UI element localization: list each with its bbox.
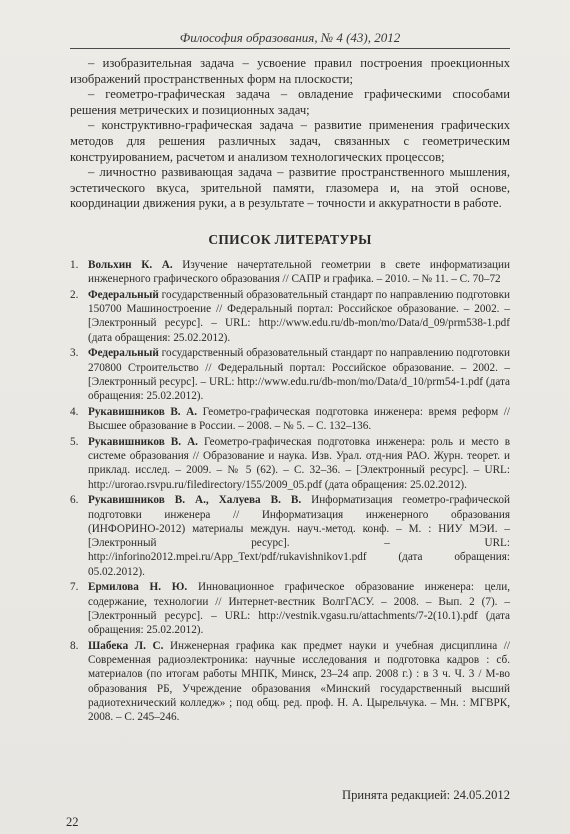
reference-number: 8. [70, 639, 79, 652]
reference-author: Вольхин К. А. [88, 259, 173, 271]
running-header: Философия образования, № 4 (43), 2012 [179, 30, 401, 45]
reference-author: Рукавишников В. А. [88, 405, 198, 418]
reference-item [70, 258, 510, 287]
reference-author: Федеральный [88, 347, 159, 360]
reference-number: 6. [70, 494, 79, 507]
reference-number: 5. [70, 435, 79, 448]
accepted-date: Принята редакцией: 24.05.2012 [341, 788, 510, 802]
reference-author: Ермилова Н. Ю. [88, 581, 188, 594]
reference-number: 2. [70, 288, 79, 301]
task-line: – изобразительная задача – усвоение правил построения проекционных изображений пространственных форм на плоскости; [70, 56, 510, 86]
reference-number: 1. [70, 259, 79, 271]
references-title: СПИСОК ЛИТЕРАТУРЫ [208, 232, 372, 247]
task-line: – конструктивно-графическая задача – развитие применения графических методов для решения различных задач, связанных с геометрическим конструированием, расчетом и анализом технологических процессов; [70, 118, 510, 164]
reference-item [70, 580, 510, 637]
reference-author: Шабека Л. С. [88, 639, 164, 652]
reference-text: Инженерная графика как предмет науки и учебная дисциплина // Современная радиоэлектроника: научные исследования и подготовка кадров : сб. материалов (по итогам работы МНПК, Минск, 23–24 апр. 2008 г.) : в 3 ч. Ч. 3 / М-во образования РБ, Учреждение образования «Минский государственный высший радиотехнический колледж» ; под общ. ред. проф. Н. А. Цырельчука. – Мн. : МГВРК, 2008. – С. 245–246. [88, 639, 511, 724]
reference-item [70, 435, 510, 492]
reference-item [70, 639, 510, 725]
reference-text: Изучение начертательной геометрии в свете информатизации инженерного графического образования // САПР и графика. – 2010. – № 11. – С. 70–72 [88, 259, 511, 286]
task-line: – личностно развивающая задача – развитие пространственного мышления, эстетического вкуса, зрительной памяти, глазомера и, на этой основе, координации движения руки, а в результате – точности и аккуратности в работе. [70, 165, 510, 211]
reference-text: Геометро-графическая подготовка инженера: роль и место в системе образования // Образование и наука. Изв. Урал. отд-ния РАО. Журн. теорет. и приклад. исслед. – 2009. – № 5 (62). – С. 32–36. – [Электронный ресурс]. – URL: http://urorao.rsvpu.ru/filedirectory/155/2009_05.pdf (дата обращения: 25.02.2012). [88, 435, 510, 491]
reference-text: государственный образовательный стандарт по направлению подготовки 270800 Строительство // Федеральный портал: Российское образование. – 2002. – [Электронный ресурс]. – URL: http://www.edu.ru/db-mon/mo/Data/d_10/prm54-1.pdf (дата обращения: 25.02.2012). [88, 347, 510, 403]
references-list [70, 258, 510, 726]
reference-text: Информатизация геометро-графической подготовки инженера // Информатизация инженерного образования (ИНФОРИНО-2012) материалы междун. науч.-метод. конф. – М. : НИУ МЭИ. – [Электронный ресурс]. – URL: http://inforino2012.mpei.ru/App_Text/pdf/rukavishnikov1.pdf (дата обращения: 05.02.2012). [88, 494, 510, 578]
reference-number: 3. [70, 347, 79, 360]
reference-item [70, 288, 510, 345]
reference-author: Федеральный [88, 288, 159, 301]
reference-text: государственный образовательный стандарт по направлению подготовки 150700 Машиностроение // Федеральный портал: Российское образование. – 2002. – [Электронный ресурс]. – URL: http://www.edu.ru/db-mon/mo/Data/d_09/prm538-1.pdf (дата обращения: 25.02.2012). [88, 288, 510, 344]
reference-author: Рукавишников В. А., Халуева В. В. [88, 494, 302, 507]
page-number: 22 [66, 815, 79, 829]
task-list [70, 56, 510, 212]
reference-item [70, 405, 510, 434]
header-divider [70, 48, 510, 49]
reference-author: Рукавишников В. А. [88, 435, 198, 448]
reference-item [70, 493, 510, 579]
reference-number: 7. [70, 581, 79, 594]
reference-number: 4. [70, 405, 79, 418]
reference-item [70, 346, 510, 403]
reference-text: Инновационное графическое образование инженера: цели, содержание, технологии // Интернет-вестник ВолгГАСУ. – 2008. – Вып. 2 (7). – [Электронный ресурс]. – URL: http://vestnik.vgasu.ru/attachments/7-2(10.1).pdf (дата обращения: 25.02.2012). [88, 581, 511, 637]
reference-text: Геометро-графическая подготовка инженера: время реформ // Высшее образование в России. – 2008. – № 5. – С. 132–136. [88, 405, 510, 433]
task-line: – геометро-графическая задача – овладение графическими способами решения метрических и позиционных задач; [70, 87, 510, 117]
